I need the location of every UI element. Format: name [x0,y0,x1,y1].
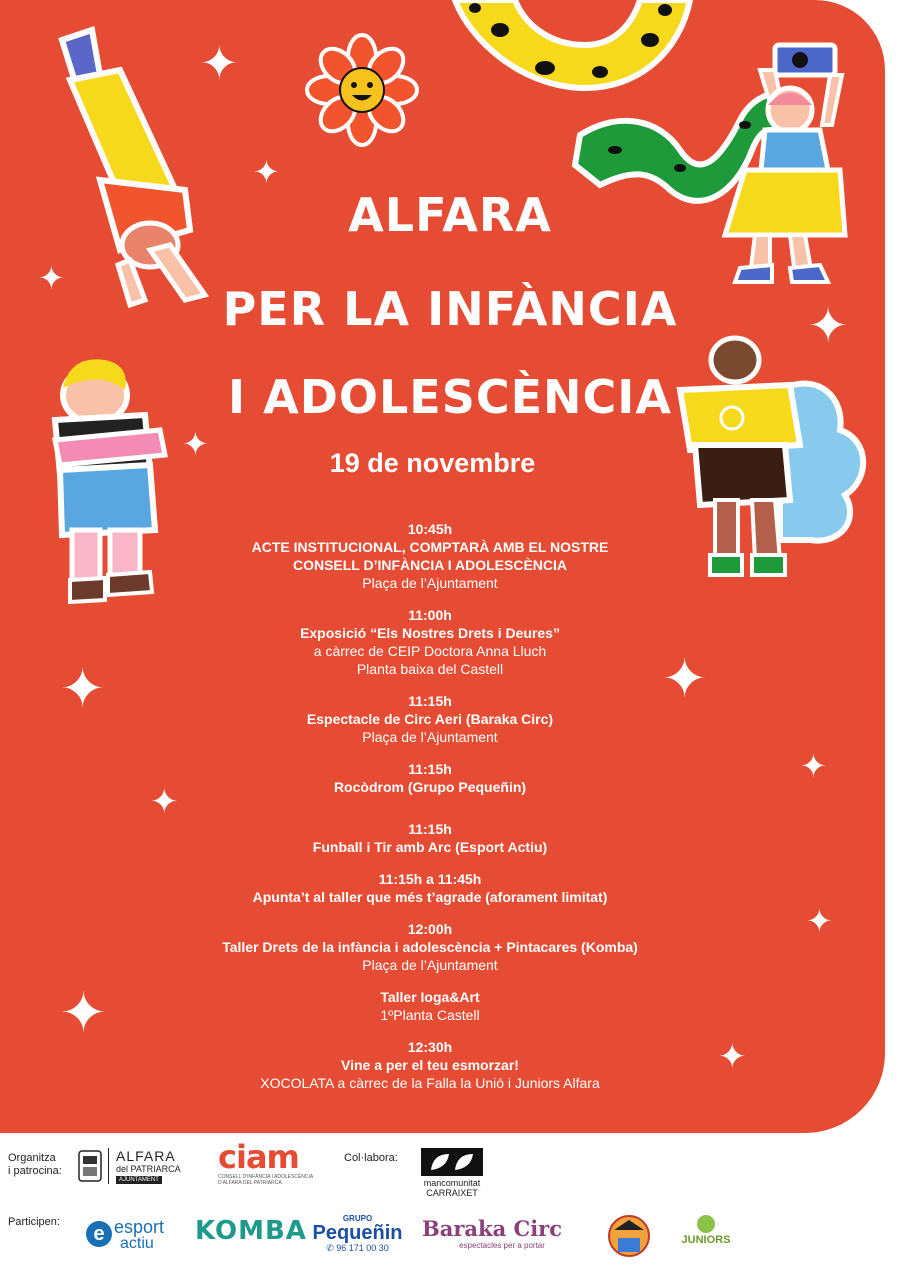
schedule-location: Plaça de l’Ajuntament [362,575,498,591]
ciam-logo-sub: D'ALFARA DEL PATRIARCA [218,1180,282,1186]
coat-of-arms-icon [78,1150,102,1184]
pequenin-logo[interactable] [310,1214,405,1254]
alfara-logo-sub: del PATRIARCA [116,1164,181,1174]
schedule-detail: XOCOLATA a càrrec de la Falla la Unió i Juniors Alfara [260,1075,600,1091]
pequenin-top: GRUPO [342,1214,373,1223]
schedule-location: Planta baixa del Castell [356,661,504,677]
baraka-circ-logo[interactable] [422,1216,582,1256]
schedule-title: Vine a per el teu esmorzar! [341,1057,519,1073]
falla-logo[interactable] [606,1214,652,1258]
sparkle-icon: ✦ [806,903,833,939]
juniors-name: JUNIORS [681,1234,731,1246]
mancomunitat-line-1: mancomunitat [423,1178,481,1188]
sparkle-icon: ✦ [150,783,179,821]
schedule-time: 11:15h [408,821,452,837]
schedule-time: 11:15h [408,761,452,777]
schedule-time: 10:45h [407,521,453,537]
schedule-item [180,1038,680,1092]
pequenin-phone: ✆ 96 171 00 30 [326,1243,389,1253]
poster-title-line-1: ALFARA [348,188,552,242]
alfara-logo[interactable] [78,1148,188,1188]
esport-logo-line-1: esport [114,1217,165,1237]
organitza-label [8,1152,62,1178]
yellow-leopard-shape [455,0,690,88]
sparkle-icon: ✦ [718,1038,747,1076]
sparkle-icon: ✦ [182,426,209,462]
schedule-time: 11:00h [408,607,452,623]
esport-actiu-logo[interactable] [86,1215,176,1255]
juniors-emblem-icon [696,1214,716,1234]
schedule-title: Funball i Tir amb Arc (Esport Actiu) [312,839,548,855]
smiling-flower [307,35,417,145]
schedule-item [180,988,680,1024]
schedule-title: Taller Ioga&Art [380,989,480,1005]
sparkle-icon: ✦ [200,37,239,89]
schedule-item [180,606,680,678]
girl-illustration-top-left [62,30,205,305]
pequenin-name: Pequeñin [312,1222,403,1244]
schedule-item [180,870,680,906]
sparkle-icon: ✦ [60,659,106,719]
komba-logo[interactable]: KOMBA [195,1216,307,1246]
schedule-item [180,820,680,856]
baraka-name: Baraka Circ [422,1216,563,1241]
juniors-logo[interactable] [676,1214,736,1258]
schedule-time: 12:30h [407,1039,453,1055]
organitza-label-line: Organitza [8,1152,56,1164]
schedule-time: 11:15h a 11:45h [378,871,482,887]
schedule-time: 11:15h [408,693,452,709]
alfara-logo-tag: AJUNTAMENT [116,1176,162,1184]
poster-title-line-3: I ADOLESCÈNCIA [227,370,673,424]
ciam-logo-sub: CONSELL D'INFÀNCIA I ADOLESCÈNCIA [218,1174,314,1180]
poster-title-line-2: PER LA INFÀNCIA [222,282,678,336]
esport-logo-line-2: actiu [120,1235,154,1252]
event-schedule [180,520,680,1106]
schedule-location: 1ºPlanta Castell [380,1007,480,1023]
mancomunitat-line-2: CARRAIXET [426,1188,478,1198]
event-date: 19 de novembre [329,448,536,478]
schedule-title: Taller Drets de la infància i adolescència + Pintacares (Komba) [222,939,638,955]
sparkle-icon: ✦ [808,300,849,353]
sparkle-icon: ✦ [800,748,827,784]
baraka-sub: espectacles per a portar [459,1241,545,1250]
ciam-logo-name: ciam [218,1138,299,1176]
falla-emblem-icon [606,1214,652,1258]
sparkle-icon: ✦ [662,649,708,709]
schedule-detail: a càrrec de CEIP Doctora Anna Lluch [313,643,547,659]
schedule-title: Exposició “Els Nostres Drets i Deures” [300,625,560,641]
schedule-item [180,920,680,974]
collabora-label: Col·labora: [344,1152,398,1164]
schedule-item [180,692,680,746]
sparkle-icon: ✦ [60,981,107,1044]
schedule-title: CONSELL D’INFÀNCIA I ADOLESCÈNCIA [292,557,568,573]
schedule-title: Espectacle de Circ Aeri (Baraka Circ) [306,711,554,727]
ciam-logo[interactable] [218,1140,318,1190]
leaf-icon [421,1148,483,1176]
schedule-item [180,760,680,796]
sparkle-icon: ✦ [38,260,65,296]
schedule-location: Plaça de l’Ajuntament [362,729,498,745]
schedule-title: Rocòdrom (Grupo Pequeñin) [333,779,527,795]
schedule-title: Apunta’t al taller que més t’agrade (aforament limitat) [252,889,608,905]
alfara-logo-name: ALFARA [116,1148,176,1164]
organitza-label-line: i patrocina: [8,1165,62,1177]
participen-label: Participen: [8,1216,60,1228]
schedule-location: Plaça de l’Ajuntament [362,957,498,973]
mancomunitat-logo[interactable] [412,1148,492,1200]
schedule-title: ACTE INSTITUCIONAL, COMPTARÀ AMB EL NOSTRE [251,539,609,555]
schedule-item [180,520,680,592]
sparkle-icon: ✦ [253,154,280,190]
schedule-time: 12:00h [407,921,453,937]
esport-e-icon: e [86,1221,112,1247]
